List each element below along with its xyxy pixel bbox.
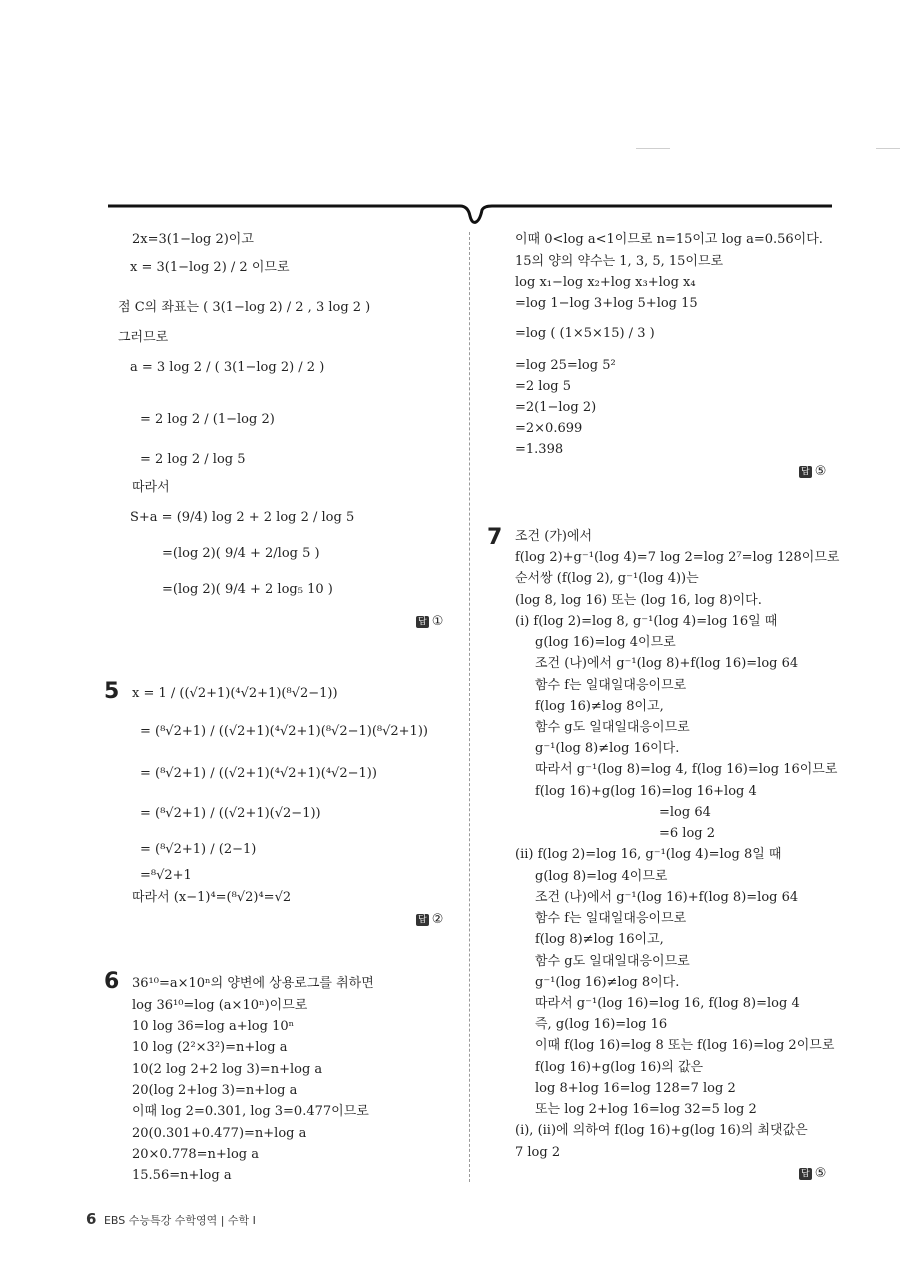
solution-line: 10(2 log 2+2 log 3)=n+log a: [132, 1062, 323, 1077]
solution-line: 10 log (2²×3²)=n+log a: [132, 1040, 288, 1055]
problem-number: 7: [487, 525, 503, 550]
solution-line: =(log 2)( 9/4 + 2 log₅ 10 ): [162, 582, 333, 597]
solution-line: 그러므로: [118, 330, 169, 345]
solution-line: f(log 2)+g⁻¹(log 4)=7 log 2=log 2⁷=log 128이므로: [515, 550, 840, 565]
solution-line: (i) f(log 2)=log 8, g⁻¹(log 4)=log 16일 때: [515, 614, 778, 629]
solution-line: g⁻¹(log 8)≠log 16이다.: [535, 741, 680, 756]
solution-line: = 2 log 2 / (1−log 2): [140, 412, 275, 427]
solution-line: = (⁸√2+1) / ((√2+1)(⁴√2+1)(⁴√2−1)): [140, 766, 377, 781]
problem-number: 5: [104, 679, 120, 704]
solution-line: 이때 0<log a<1이므로 n=15이고 log a=0.56이다.: [515, 232, 823, 247]
solution-line: =log 1−log 3+log 5+log 15: [515, 296, 698, 311]
answer-marker: 답 ⑤: [801, 1166, 827, 1181]
solution-line: (log 8, log 16) 또는 (log 16, log 8)이다.: [515, 593, 762, 608]
answer-marker: 답 ⑤: [801, 464, 827, 479]
solution-line: =6 log 2: [659, 826, 716, 841]
solution-line: = (⁸√2+1) / (2−1): [140, 842, 257, 857]
solution-line: 순서쌍 (f(log 2), g⁻¹(log 4))는: [515, 571, 699, 586]
solution-line: 10 log 36=log a+log 10ⁿ: [132, 1019, 295, 1034]
solution-line: 따라서 (x−1)⁴=(⁸√2)⁴=√2: [132, 890, 292, 905]
column-divider: [469, 232, 470, 1182]
solution-line: 20(log 2+log 3)=n+log a: [132, 1083, 298, 1098]
solution-line: f(log 16)+g(log 16)=log 16+log 4: [535, 784, 757, 799]
solution-line: 20×0.778=n+log a: [132, 1147, 259, 1162]
solution-line: = (⁸√2+1) / ((√2+1)(⁴√2+1)(⁸√2−1)(⁸√2+1)): [140, 724, 428, 739]
solution-line: 2x=3(1−log 2)이고: [132, 232, 254, 247]
solution-line: =2 log 5: [515, 379, 572, 394]
solution-line: =log 25=log 5²: [515, 358, 616, 373]
solution-line: (i), (ii)에 의하여 f(log 16)+g(log 16)의 최댓값은: [515, 1123, 808, 1138]
solution-line: g⁻¹(log 16)≠log 8이다.: [535, 975, 680, 990]
solution-line: =log 64: [659, 805, 711, 820]
solution-line: x = 3(1−log 2) / 2 이므로: [130, 260, 290, 275]
solution-line: 즉, g(log 16)=log 16: [535, 1017, 668, 1032]
solution-line: x = 1 / ((√2+1)(⁴√2+1)(⁸√2−1)): [132, 686, 338, 701]
solution-line: S+a = (9/4) log 2 + 2 log 2 / log 5: [130, 510, 355, 525]
solution-line: = 2 log 2 / log 5: [140, 452, 246, 467]
solution-line: log x₁−log x₂+log x₃+log x₄: [515, 275, 696, 290]
solution-line: f(log 8)≠log 16이고,: [535, 932, 664, 947]
header-mark-1: [636, 148, 670, 149]
solution-line: 함수 g도 일대일대응이므로: [535, 954, 690, 969]
solution-line: 따라서 g⁻¹(log 8)=log 4, f(log 16)=log 16이므로: [535, 762, 838, 777]
solution-line: 7 log 2: [515, 1145, 561, 1160]
solution-line: g(log 8)=log 4이므로: [535, 869, 668, 884]
solution-line: 따라서: [132, 480, 170, 495]
page-number: 6: [86, 1210, 97, 1228]
solution-line: f(log 16)+g(log 16)의 값은: [535, 1060, 704, 1075]
solution-line: 점 C의 좌표는 ( 3(1−log 2) / 2 , 3 log 2 ): [118, 300, 371, 315]
solution-line: 20(0.301+0.477)=n+log a: [132, 1126, 307, 1141]
solution-line: =⁸√2+1: [140, 868, 192, 883]
solution-line: = (⁸√2+1) / ((√2+1)(√2−1)): [140, 806, 321, 821]
problem-number: 6: [104, 969, 120, 994]
solution-line: =(log 2)( 9/4 + 2/log 5 ): [162, 546, 320, 561]
solution-line: 함수 g도 일대일대응이므로: [535, 720, 690, 735]
solution-line: a = 3 log 2 / ( 3(1−log 2) / 2 ): [130, 360, 325, 375]
solution-line: 이때 f(log 16)=log 8 또는 f(log 16)=log 2이므로: [535, 1038, 835, 1053]
solution-line: 15의 양의 약수는 1, 3, 5, 15이므로: [515, 254, 724, 269]
solution-line: log 36¹⁰=log (a×10ⁿ)이므로: [132, 998, 308, 1013]
footer-title: EBS 수능특강 수학영역 | 수학 I: [103, 1214, 256, 1227]
header-mark-2: [876, 148, 900, 149]
solution-line: 따라서 g⁻¹(log 16)=log 16, f(log 8)=log 4: [535, 996, 800, 1011]
solution-line: (ii) f(log 2)=log 16, g⁻¹(log 4)=log 8일 때: [515, 847, 782, 862]
solution-line: =1.398: [515, 442, 564, 457]
solution-line: f(log 16)≠log 8이고,: [535, 699, 664, 714]
solution-line: =log ( (1×5×15) / 3 ): [515, 326, 655, 341]
solution-line: 함수 f는 일대일대응이므로: [535, 911, 687, 926]
solution-line: g(log 16)=log 4이므로: [535, 635, 676, 650]
solution-line: =2(1−log 2): [515, 400, 597, 415]
solution-line: 함수 f는 일대일대응이므로: [535, 678, 687, 693]
solution-line: 36¹⁰=a×10ⁿ의 양변에 상용로그를 취하면: [132, 976, 374, 991]
top-rule: [108, 204, 832, 224]
solution-line: 조건 (가)에서: [515, 529, 593, 544]
answer-marker: 답 ①: [418, 614, 444, 629]
solution-line: log 8+log 16=log 128=7 log 2: [535, 1081, 736, 1096]
solution-line: =2×0.699: [515, 421, 583, 436]
solution-line: 또는 log 2+log 16=log 32=5 log 2: [535, 1102, 757, 1117]
solution-line: 15.56=n+log a: [132, 1168, 232, 1183]
solution-line: 조건 (나)에서 g⁻¹(log 16)+f(log 8)=log 64: [535, 890, 799, 905]
answer-marker: 답 ②: [418, 912, 444, 927]
solution-line: 이때 log 2=0.301, log 3=0.477이므로: [132, 1104, 369, 1119]
page-footer: [86, 1210, 256, 1228]
solution-line: 조건 (나)에서 g⁻¹(log 8)+f(log 16)=log 64: [535, 656, 799, 671]
